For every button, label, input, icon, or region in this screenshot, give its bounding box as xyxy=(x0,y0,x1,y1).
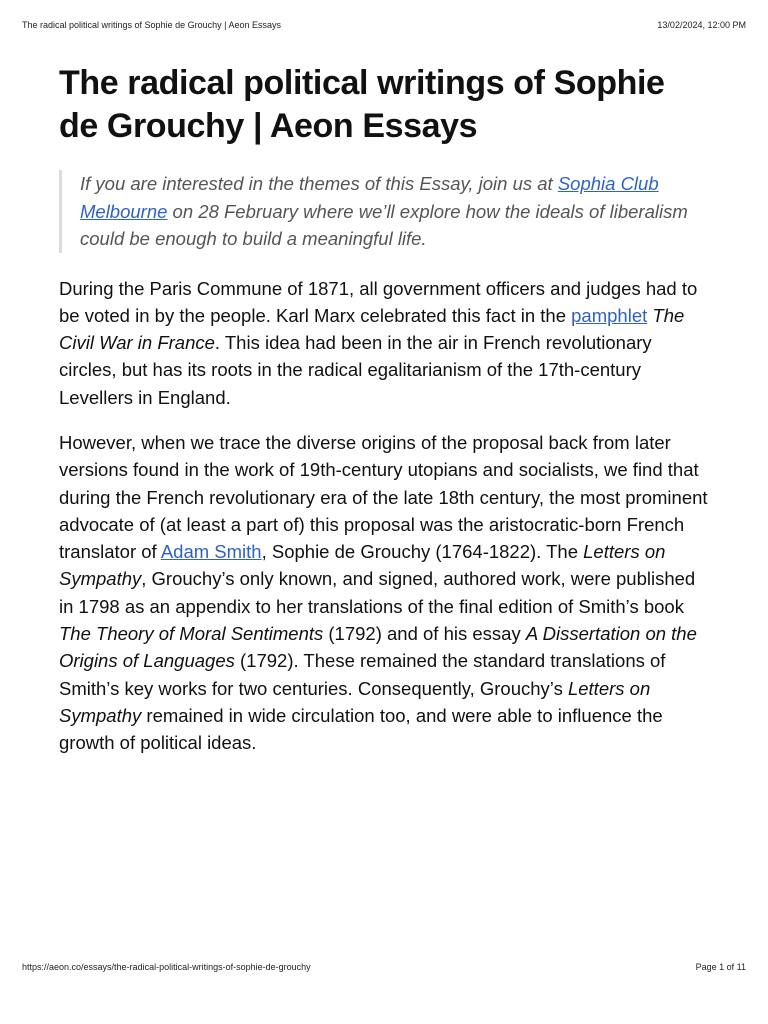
pamphlet-link[interactable]: pamphlet xyxy=(571,304,648,326)
p2-text-5: (1792). These remained the standard translations of Smith’s key works for two centuries. Consequently, Grouchy’s xyxy=(59,650,666,699)
p2-text-6: remained in wide circulation too, and were able to influence the growth of political ideas. xyxy=(59,704,663,754)
p2-text-3: , Grouchy’s only known, and signed, authored work, were published in 1798 as an appendix to her translations of the final edition of Smith’s book xyxy=(59,568,696,617)
adam-smith-link[interactable]: Adam Smith xyxy=(160,541,262,563)
p1-title-civil-war: The Civil War in France xyxy=(59,304,685,354)
p2-text-2: , Sophie de Grouchy (1764-1822). The xyxy=(261,541,584,563)
paragraph-2 xyxy=(59,429,709,757)
print-header xyxy=(22,20,746,30)
callout-quote xyxy=(59,170,709,253)
print-footer-url: https://aeon.co/essays/the-radical-political-writings-of-sophie-de-grouchy xyxy=(22,962,311,972)
p2-text-4: (1792) and of his essay xyxy=(323,623,526,645)
paragraph-1 xyxy=(59,275,709,411)
print-footer-page: Page 1 of 11 xyxy=(695,962,746,972)
p2-text-1: However, when we trace the diverse origins of the proposal back from later versions found in the work of 19th-century utopians and socialists, we find that during the French revolutionary era of the late 18th century, the most prominent advocate of (at least a part of) this proposal was the aristocratic-born French translator of xyxy=(59,431,708,563)
article-title: The radical political writings of Sophie de Grouchy | Aeon Essays xyxy=(59,64,665,145)
print-footer xyxy=(22,962,746,972)
callout-text-2: on 28 February where we’ll explore how the ideals of liberalism could be enough to build a meaningful life. xyxy=(80,200,688,249)
sophia-club-link[interactable]: Sophia Club Melbourne xyxy=(80,173,659,222)
p2-title-moral-sentiments: The Theory of Moral Sentiments xyxy=(59,623,324,645)
p2-title-letters-2: Letters on Sympathy xyxy=(59,677,651,726)
p2-title-dissertation: A Dissertation on the Origins of Languages xyxy=(59,623,697,672)
p1-text-1: During the Paris Commune of 1871, all government officers and judges had to be voted in by the people. Karl Marx celebrated this fact in the xyxy=(59,277,698,326)
article xyxy=(59,62,709,757)
print-header-title: The radical political writings of Sophie de Grouchy | Aeon Essays xyxy=(22,20,281,30)
print-header-datetime: 13/02/2024, 12:00 PM xyxy=(657,20,746,30)
callout-text-1: If you are interested in the themes of this Essay, join us at xyxy=(80,173,558,194)
p2-title-letters: Letters on Sympathy xyxy=(59,541,666,590)
p1-text-3: . This idea had been in the air in French revolutionary circles, but has its roots in the radical egalitarianism of the 17th-century Levellers in England. xyxy=(59,332,652,408)
